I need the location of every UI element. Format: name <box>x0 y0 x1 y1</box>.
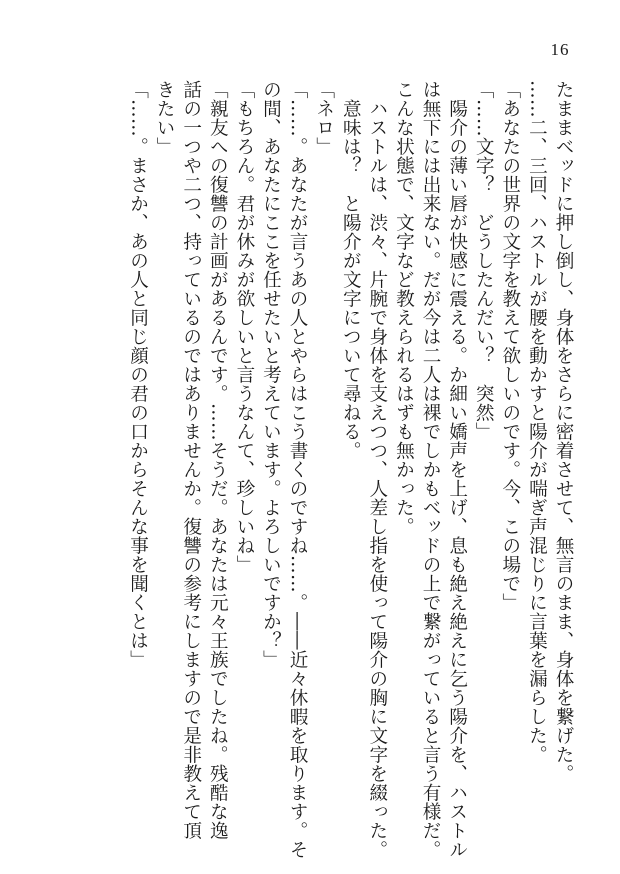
text-line: きたい」 <box>154 80 176 156</box>
text-line: 「……文字？ どうしたんだい？ 突然」 <box>473 80 495 441</box>
text-line: 「……。まさか、あの人と同じ顔の君の口からそんな事を聞くとは」 <box>127 80 149 669</box>
text-line: ハストルは、渋々、片腕で身体を支えつつ、人差し指を使って陽介の胸に文字を綴った。 <box>366 80 388 859</box>
text-line: たままベッドに押し倒し、身体をさらに密着させて、無言のまま、身体を繋げた。 <box>553 80 574 783</box>
text-line: の間、あなたにここを任せたいと考えています。よろしいですか？」 <box>260 80 282 669</box>
text-line: 話の一つや二つ、持っているのではありませんか。復讐の参考にしますので是非教えて頂 <box>180 80 202 840</box>
text-line: 意味は？ と陽介が文字について尋ねる。 <box>340 80 362 460</box>
text-line: 「……。あなたが言うあの人とやらはこう書くのですね……。――近々休暇を取ります。そ <box>287 80 309 859</box>
text-line: 「ネロ」 <box>313 80 335 156</box>
novel-text <box>124 80 576 860</box>
text-line: 「親友への復讐の計画があるんです。……そうだ。あなたは元々王族でしたね。残酷な逸 <box>207 80 229 840</box>
text-line: ……二、三回、ハストルが腰を動かすと陽介が喘ぎ声混じりに言葉を漏らした。 <box>526 80 548 764</box>
text-line: 「もちろん。君が休みが欲しいと言うなんて、珍しいね」 <box>233 80 255 574</box>
text-line: こんな状態で、文字など教えられるはずも無かった。 <box>393 80 415 536</box>
page-number: 16 <box>550 40 570 59</box>
text-line: 「あなたの世界の文字を教えて欲しいのです。今、この場で」 <box>499 80 521 612</box>
text-line: は無下には出来ない。だが今は二人は裸でしかもベッドの上で繋がっていると言う有様だ。 <box>420 80 442 859</box>
text-line: 陽介の薄い唇が快感に震える。か細い嬌声を上げ、息も絶え絶えに乞う陽介を、ハストル <box>446 80 468 859</box>
